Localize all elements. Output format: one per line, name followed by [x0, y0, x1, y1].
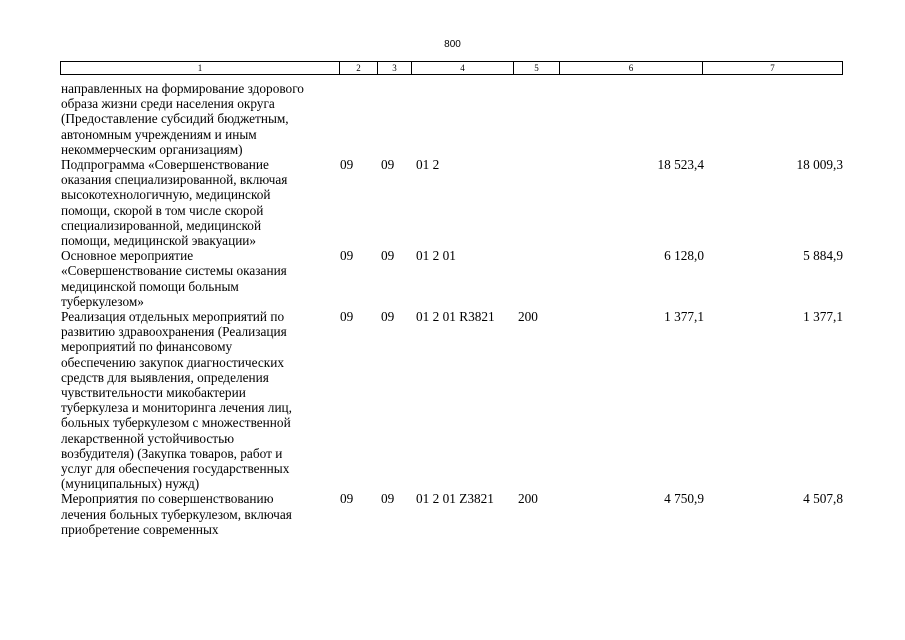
table-header [60, 61, 843, 75]
row-subsection: 09 [381, 309, 395, 325]
row-name: Подпрограмма «Совершенствование оказания специализированной, включая высокотехнологичную, медицинской помощи, скорой в том числе скорой специализированной, медицинской помощи, медицинской эвакуации» [61, 157, 288, 249]
table-body [61, 81, 843, 537]
header-col-5: 5 [514, 62, 560, 74]
row-target-article: 01 2 01 R3821 [416, 309, 495, 325]
row-target-article: 01 2 01 [416, 248, 456, 264]
header-col-7: 7 [770, 63, 775, 73]
row-subsection: 09 [381, 491, 395, 507]
row-name: направленных на формирование здорового образа жизни среди населения округа (Предоставление субсидий бюджетным, автономным учреждениям и иным некоммерческим организациям) [61, 81, 304, 157]
row-sum-col7: 4 507,8 [803, 491, 843, 507]
row-subsection: 09 [381, 157, 395, 173]
page-number: 800 [444, 39, 461, 50]
header-col-3: 3 [378, 62, 412, 74]
table-row [61, 157, 843, 248]
row-expense-type: 200 [518, 309, 538, 325]
row-sum-col7: 18 009,3 [796, 157, 843, 173]
table-row [61, 248, 843, 309]
row-name: Реализация отдельных мероприятий по развитию здравоохранения (Реализация мероприятий по финансовому обеспечению закупок диагностических средств для выявления, определения чувствительности микобактерии туберкулеза и мониторинга лечения лиц, больных туберкулезом с множественной лекарственной устойчивостью возбудителя) (Закупка товаров, работ и услуг для обеспечения государственных (муниципальных) нужд) [61, 309, 293, 492]
row-sum-col6: 1 377,1 [664, 309, 704, 325]
table-row [61, 491, 843, 537]
row-sum-col7: 5 884,9 [803, 248, 843, 264]
row-name: Основное мероприятие «Совершенствование системы оказания медицинской помощи больным туберкулезом» [61, 248, 287, 309]
row-target-article: 01 2 01 Z3821 [416, 491, 494, 507]
header-col-6: 6 [560, 62, 703, 74]
header-col-1: 1 [61, 62, 340, 74]
row-target-article: 01 2 [416, 157, 440, 173]
row-section: 09 [340, 157, 354, 173]
row-subsection: 09 [381, 248, 395, 264]
row-sum-col6: 18 523,4 [657, 157, 704, 173]
header-col-4: 4 [412, 62, 514, 74]
row-name: Мероприятия по совершенствованию лечения больных туберкулезом, включая приобретение современных [61, 491, 292, 537]
row-sum-col6: 6 128,0 [664, 248, 704, 264]
row-section: 09 [340, 248, 354, 264]
row-section: 09 [340, 491, 354, 507]
row-sum-col6: 4 750,9 [664, 491, 704, 507]
table-row [61, 309, 843, 491]
table-row [61, 81, 843, 157]
row-expense-type: 200 [518, 491, 538, 507]
header-col-2: 2 [340, 62, 378, 74]
row-section: 09 [340, 309, 354, 325]
row-sum-col7: 1 377,1 [803, 309, 843, 325]
